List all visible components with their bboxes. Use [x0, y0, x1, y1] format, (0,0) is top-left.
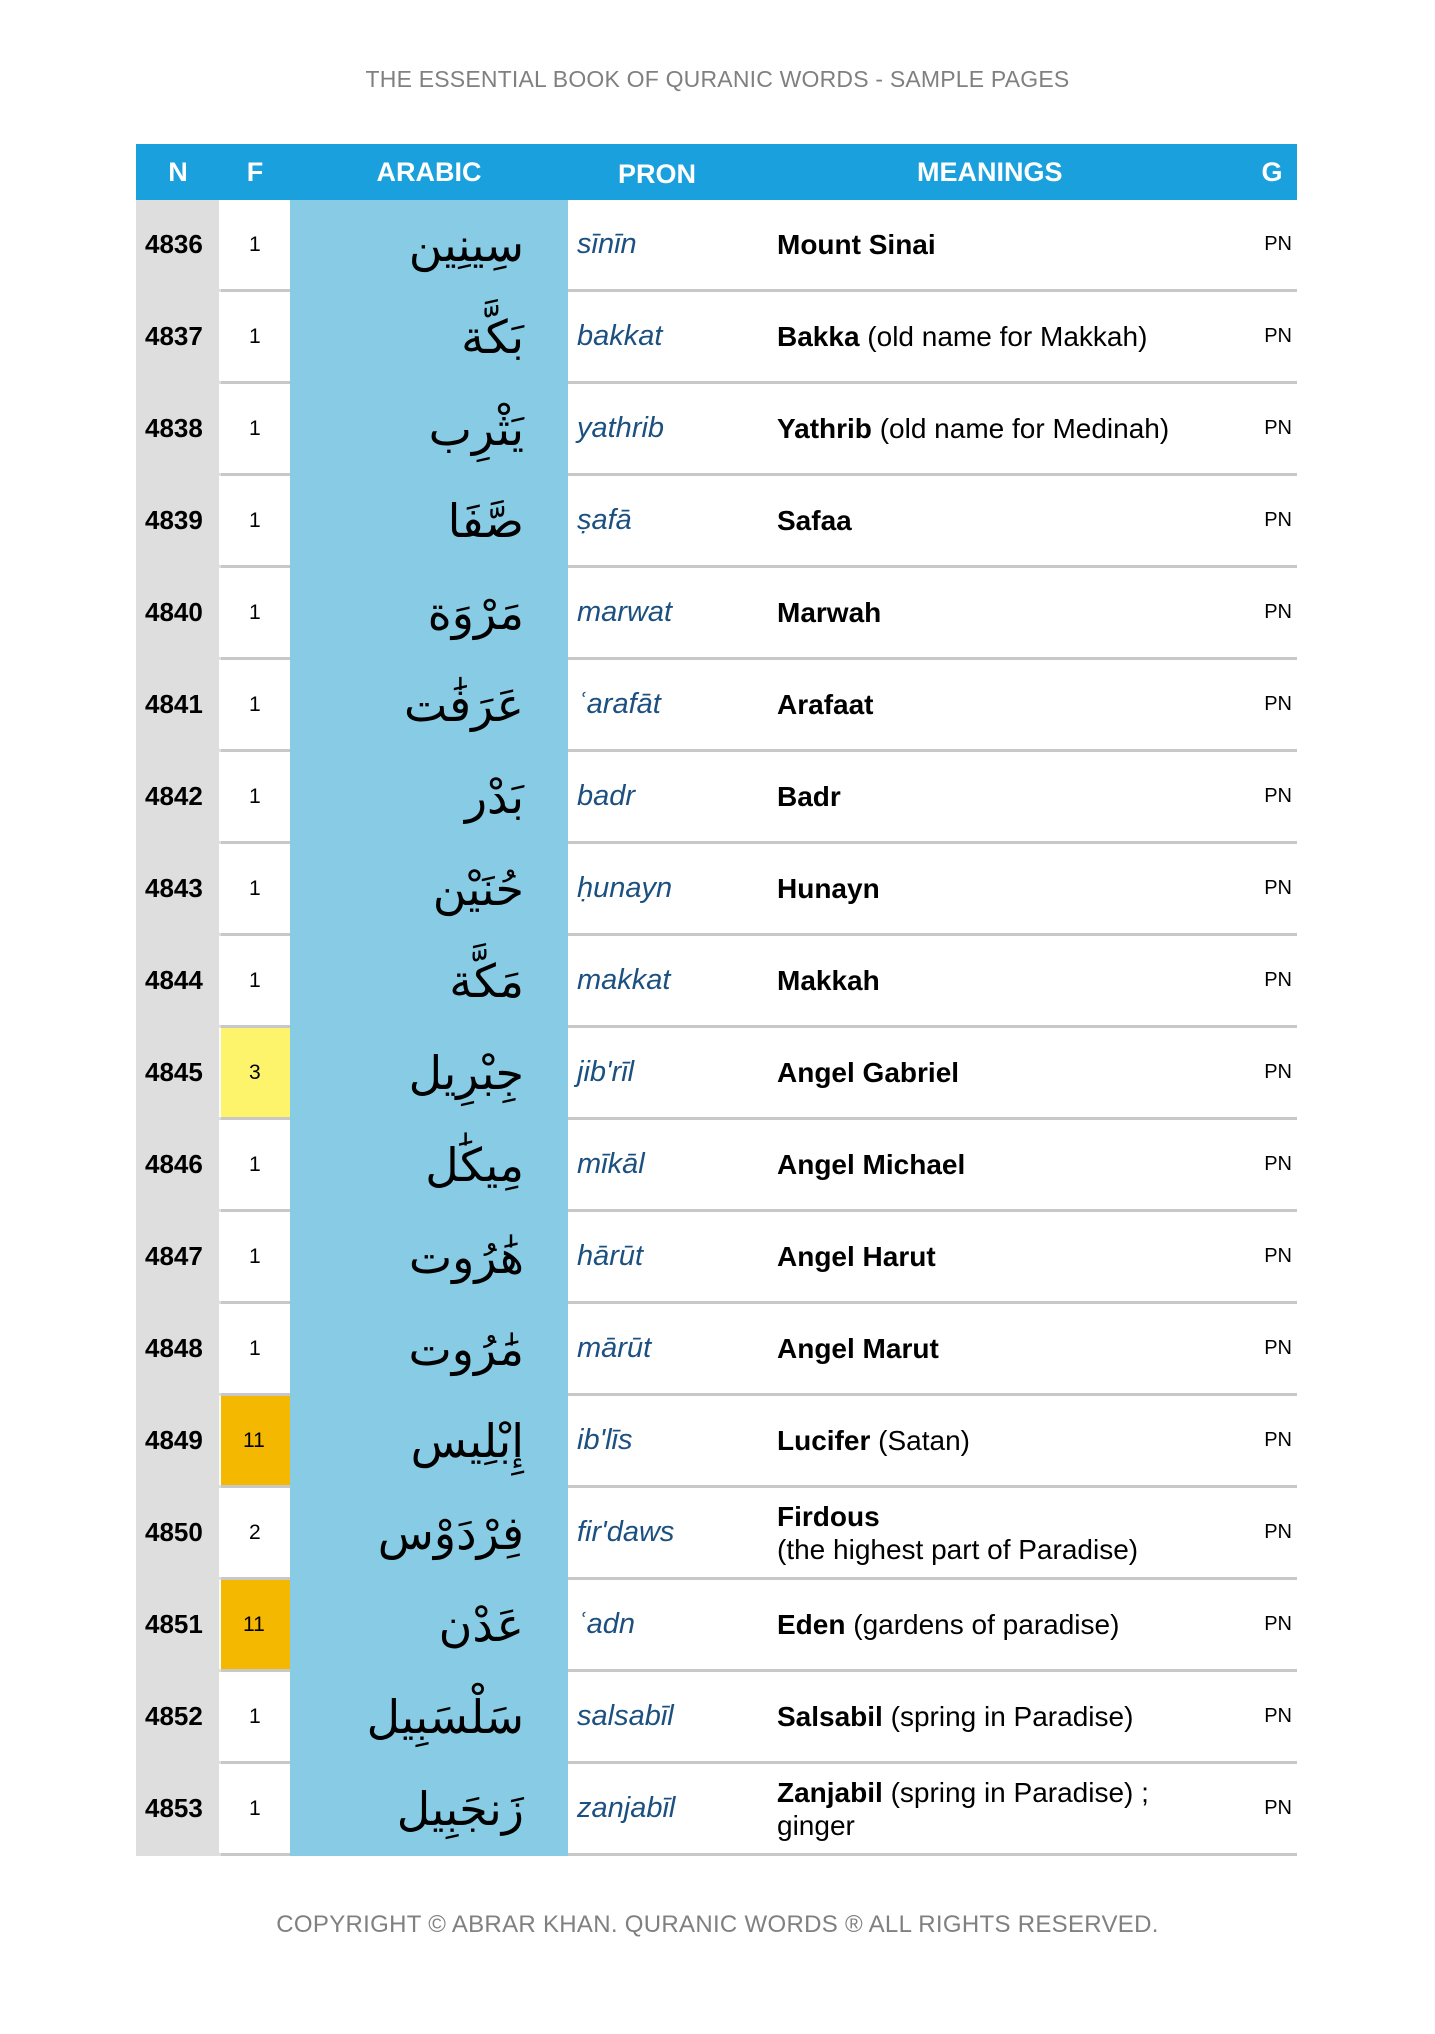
table-row: [136, 659, 1297, 751]
grammar-tag: PN: [1247, 935, 1297, 1027]
pronunciation: ʿarafāt: [568, 659, 777, 751]
frequency: 1: [220, 567, 290, 659]
meaning: [777, 567, 1247, 659]
frequency: 1: [220, 1303, 290, 1395]
entry-number: 4847: [136, 1211, 220, 1303]
pronunciation: mārūt: [568, 1303, 777, 1395]
meaning-main: Safaa: [777, 505, 852, 536]
entry-number: 4845: [136, 1027, 220, 1119]
grammar-tag: PN: [1247, 1211, 1297, 1303]
grammar-tag: PN: [1247, 567, 1297, 659]
meaning-note: (spring in Paradise): [882, 1701, 1134, 1732]
arabic-word: بَكَّة: [290, 291, 568, 383]
frequency: 1: [220, 843, 290, 935]
arabic-word: سِينِين: [290, 200, 568, 291]
table-row: [136, 567, 1297, 659]
grammar-tag: PN: [1247, 843, 1297, 935]
arabic-word: إِبْلِيس: [290, 1395, 568, 1487]
meaning: [777, 1119, 1247, 1211]
meaning-main: Marwah: [777, 597, 882, 628]
meaning: [777, 1027, 1247, 1119]
table-row: [136, 1303, 1297, 1395]
meaning-main: Hunayn: [777, 873, 880, 904]
arabic-word: جِبْرِيل: [290, 1027, 568, 1119]
grammar-tag: PN: [1247, 475, 1297, 567]
pronunciation: badr: [568, 751, 777, 843]
table-row: [136, 1027, 1297, 1119]
frequency: 1: [220, 1763, 290, 1855]
meaning-main: Arafaat: [777, 689, 874, 720]
arabic-word: عَرَفَٰت: [290, 659, 568, 751]
frequency: 1: [220, 200, 290, 291]
table-row: [136, 200, 1297, 291]
meaning-main: Bakka: [777, 321, 860, 352]
meaning: [777, 1763, 1247, 1855]
entry-number: 4839: [136, 475, 220, 567]
arabic-word: مَٰرُوت: [290, 1303, 568, 1395]
entry-number: 4843: [136, 843, 220, 935]
table-row: [136, 475, 1297, 567]
frequency: 2: [220, 1487, 290, 1579]
entry-number: 4851: [136, 1579, 220, 1671]
column-header-arabic: ARABIC: [290, 144, 568, 200]
pronunciation: jib'rīl: [568, 1027, 777, 1119]
meaning-main: Yathrib: [777, 413, 872, 444]
meaning-main: Lucifer: [777, 1425, 871, 1456]
frequency: 1: [220, 1671, 290, 1763]
meaning-main: Zanjabil: [777, 1776, 883, 1808]
frequency: 1: [220, 1211, 290, 1303]
arabic-word: فِرْدَوْس: [290, 1487, 568, 1579]
pronunciation: ib'līs: [568, 1395, 777, 1487]
pronunciation: zanjabīl: [568, 1763, 777, 1855]
frequency: 1: [220, 935, 290, 1027]
grammar-tag: PN: [1247, 1395, 1297, 1487]
meaning: [777, 1211, 1247, 1303]
grammar-tag: PN: [1247, 751, 1297, 843]
entry-number: 4852: [136, 1671, 220, 1763]
table-row: [136, 1763, 1297, 1855]
table-row: [136, 1671, 1297, 1763]
grammar-tag: PN: [1247, 200, 1297, 291]
meaning: [777, 843, 1247, 935]
pronunciation: salsabīl: [568, 1671, 777, 1763]
meaning: [777, 383, 1247, 475]
table-row: [136, 1579, 1297, 1671]
grammar-tag: PN: [1247, 1027, 1297, 1119]
meaning: [777, 291, 1247, 383]
meaning: [777, 200, 1247, 291]
entry-number: 4848: [136, 1303, 220, 1395]
table-row: [136, 1487, 1297, 1579]
frequency: 11: [220, 1395, 290, 1487]
meaning-note: (Satan): [870, 1425, 970, 1456]
meaning-main: Firdous: [777, 1500, 880, 1532]
frequency: 1: [220, 291, 290, 383]
meaning: [777, 1671, 1247, 1763]
meaning: [777, 935, 1247, 1027]
frequency: 1: [220, 751, 290, 843]
meaning-main: Salsabil: [777, 1701, 883, 1732]
entry-number: 4842: [136, 751, 220, 843]
frequency: 1: [220, 383, 290, 475]
column-header-meanings: MEANINGS: [777, 144, 1247, 200]
page-footer: COPYRIGHT © ABRAR KHAN. QURANIC WORDS ® ALL RIGHTS RESERVED.: [276, 1911, 1159, 1938]
meaning: [777, 659, 1247, 751]
meaning-main: Angel Michael: [777, 1149, 966, 1180]
pronunciation: makkat: [568, 935, 777, 1027]
table-row: [136, 1119, 1297, 1211]
meaning-main: Angel Harut: [777, 1241, 936, 1272]
pronunciation: ṣafā: [568, 475, 777, 567]
meaning-main: Eden: [777, 1609, 846, 1640]
arabic-word: سَلْسَبِيل: [290, 1671, 568, 1763]
pronunciation: mīkāl: [568, 1119, 777, 1211]
entry-number: 4838: [136, 383, 220, 475]
meaning-extra: ginger: [777, 1809, 855, 1841]
grammar-tag: PN: [1247, 1579, 1297, 1671]
table-row: [136, 383, 1297, 475]
arabic-word: مِيكَٰل: [290, 1119, 568, 1211]
table-row: [136, 291, 1297, 383]
arabic-word: حُنَيْن: [290, 843, 568, 935]
quranic-words-table: [136, 144, 1297, 1856]
frequency: 1: [220, 1119, 290, 1211]
meaning-note: (gardens of paradise): [845, 1609, 1120, 1640]
frequency: 11: [220, 1579, 290, 1671]
grammar-tag: PN: [1247, 659, 1297, 751]
meaning: [777, 1579, 1247, 1671]
entry-number: 4846: [136, 1119, 220, 1211]
arabic-word: بَدْر: [290, 751, 568, 843]
arabic-word: يَثْرِب: [290, 383, 568, 475]
pronunciation: ʿadn: [568, 1579, 777, 1671]
meaning: [777, 1395, 1247, 1487]
pronunciation: marwat: [568, 567, 777, 659]
grammar-tag: PN: [1247, 1303, 1297, 1395]
grammar-tag: PN: [1247, 1487, 1297, 1579]
column-header-f: F: [220, 144, 290, 200]
table-row: [136, 1211, 1297, 1303]
frequency: 1: [220, 475, 290, 567]
entry-number: 4840: [136, 567, 220, 659]
meaning: [777, 751, 1247, 843]
meaning-extra: (the highest part of Paradise): [777, 1533, 1139, 1565]
meaning: [777, 1303, 1247, 1395]
pronunciation: ḥunayn: [568, 843, 777, 935]
grammar-tag: PN: [1247, 1763, 1297, 1855]
entry-number: 4837: [136, 291, 220, 383]
grammar-tag: PN: [1247, 1671, 1297, 1763]
column-header-g: G: [1247, 144, 1297, 200]
pronunciation: fir'daws: [568, 1487, 777, 1579]
arabic-word: زَنجَبِيل: [290, 1763, 568, 1855]
table-row: [136, 1395, 1297, 1487]
meaning-note: (old name for Medinah): [871, 413, 1170, 444]
meaning: [777, 1487, 1247, 1579]
meaning-note: (spring in Paradise) ;: [882, 1776, 1149, 1808]
arabic-word: مَكَّة: [290, 935, 568, 1027]
pronunciation: hārūt: [568, 1211, 777, 1303]
grammar-tag: PN: [1247, 1119, 1297, 1211]
entry-number: 4841: [136, 659, 220, 751]
meaning-note: (old name for Makkah): [859, 321, 1148, 352]
meaning-main: Badr: [777, 781, 841, 812]
frequency: 3: [220, 1027, 290, 1119]
grammar-tag: PN: [1247, 383, 1297, 475]
pronunciation: sīnīn: [568, 200, 777, 291]
table-header-row: [136, 144, 1297, 200]
arabic-word: هَٰرُوت: [290, 1211, 568, 1303]
table-row: [136, 751, 1297, 843]
arabic-word: صَّفَا: [290, 475, 568, 567]
entry-number: 4850: [136, 1487, 220, 1579]
pronunciation: yathrib: [568, 383, 777, 475]
arabic-word: عَدْن: [290, 1579, 568, 1671]
arabic-word: مَرْوَة: [290, 567, 568, 659]
entry-number: 4844: [136, 935, 220, 1027]
grammar-tag: PN: [1247, 291, 1297, 383]
entry-number: 4853: [136, 1763, 220, 1855]
column-header-n: N: [136, 144, 220, 200]
meaning-main: Makkah: [777, 965, 880, 996]
entry-number: 4849: [136, 1395, 220, 1487]
table-row: [136, 843, 1297, 935]
entry-number: 4836: [136, 200, 220, 291]
meaning-main: Mount Sinai: [777, 229, 936, 260]
meaning-main: Angel Gabriel: [777, 1057, 960, 1088]
page-header: THE ESSENTIAL BOOK OF QURANIC WORDS - SAMPLE PAGES: [365, 66, 1070, 92]
column-header-pron: PRON: [568, 144, 777, 200]
frequency: 1: [220, 659, 290, 751]
meaning: [777, 475, 1247, 567]
pronunciation: bakkat: [568, 291, 777, 383]
table-row: [136, 935, 1297, 1027]
meaning-main: Angel Marut: [777, 1333, 939, 1364]
